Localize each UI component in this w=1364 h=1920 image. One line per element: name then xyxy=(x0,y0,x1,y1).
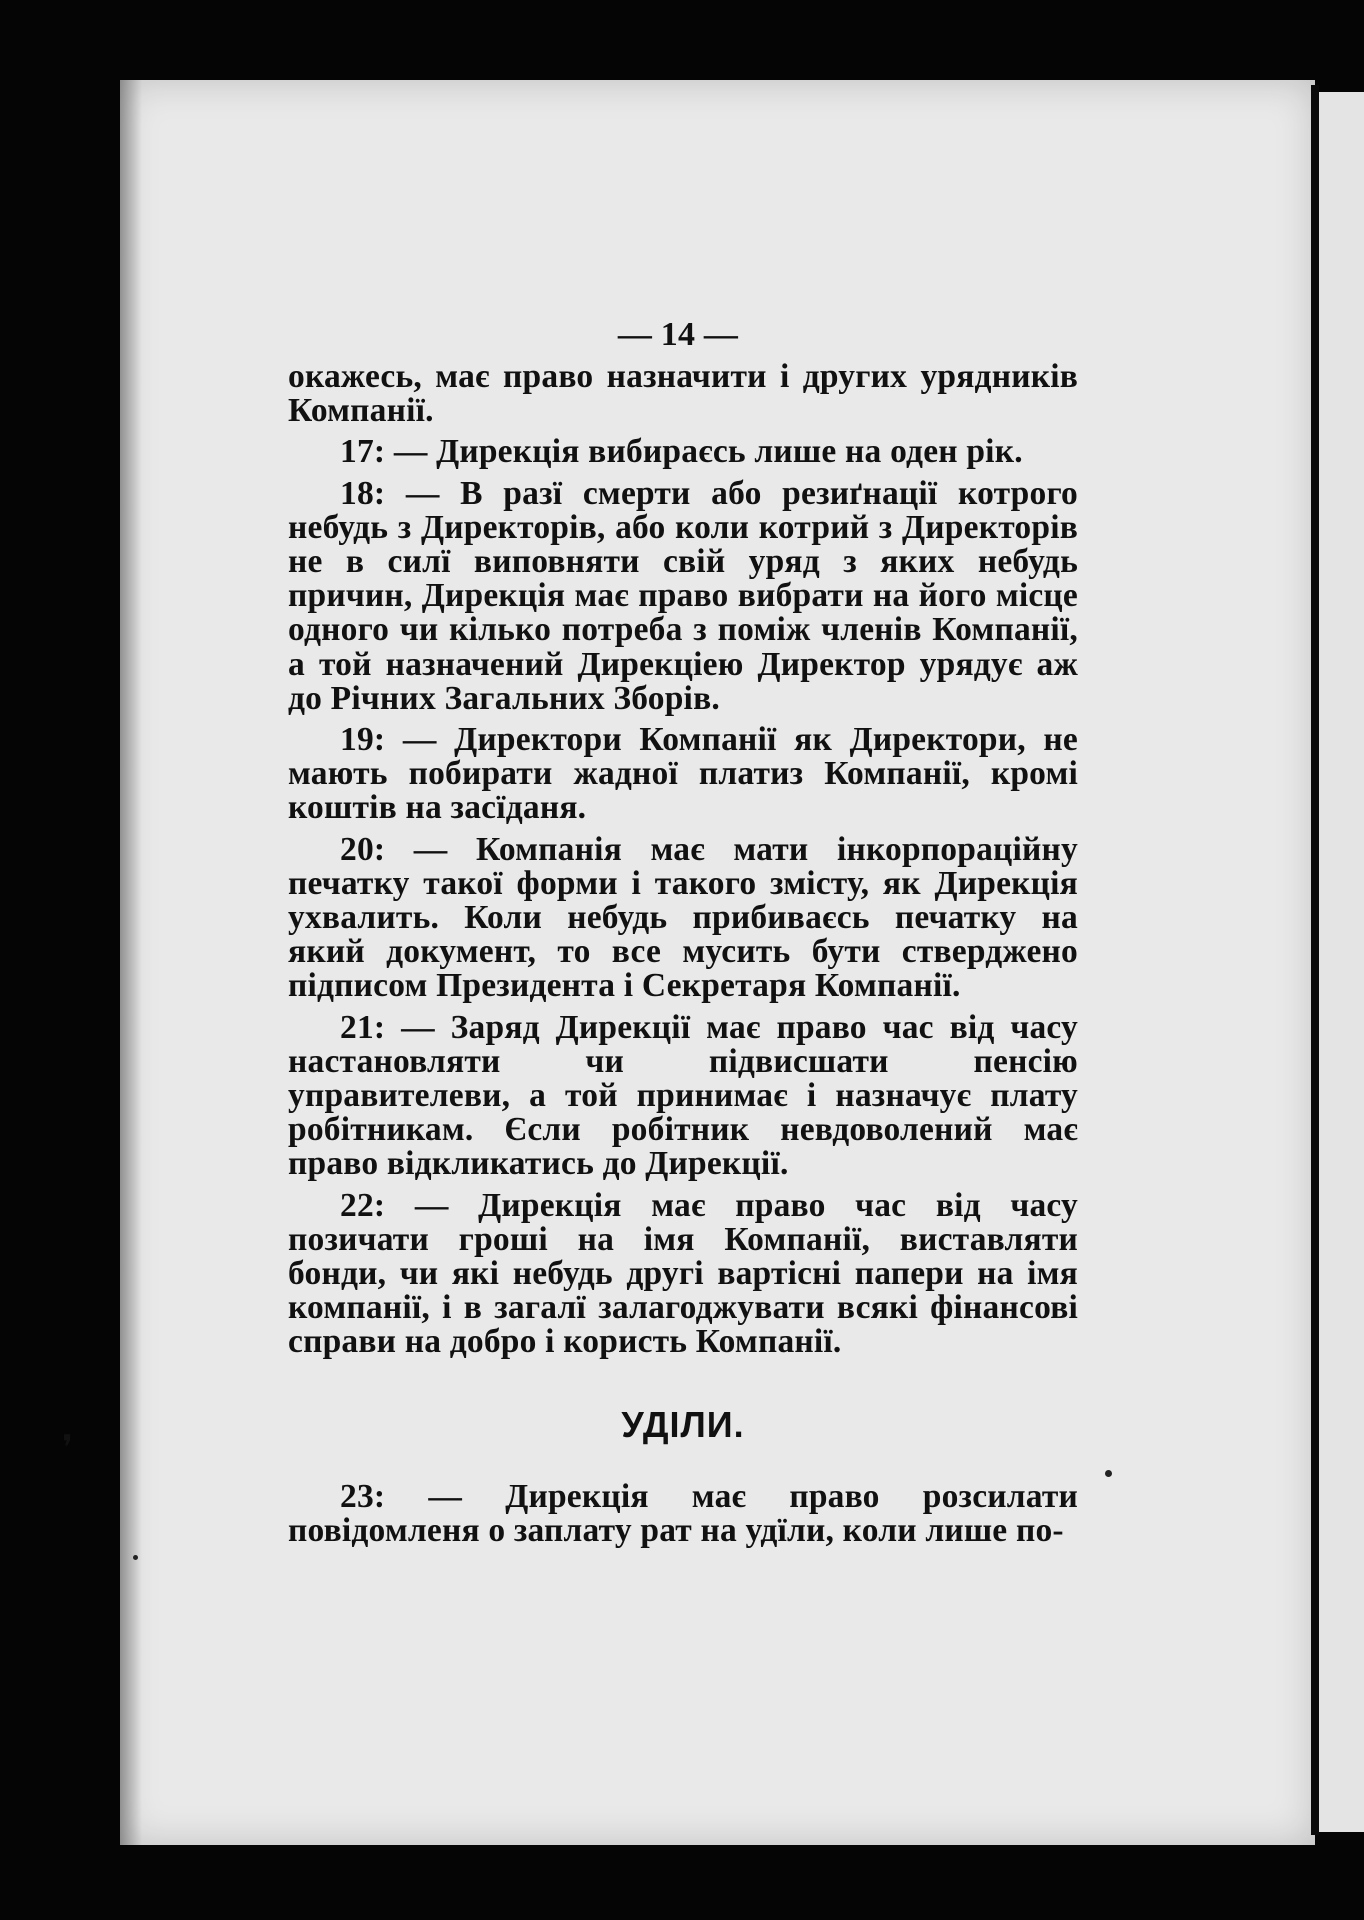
page-text xyxy=(288,318,1078,1555)
section-heading: УДІЛИ. xyxy=(621,1403,745,1445)
paragraph-continuation: окажесь, має право назначити і других урядників Компанії. xyxy=(288,358,1078,430)
adjacent-page-edge xyxy=(1319,92,1364,1832)
binding-mark-icon: ❜ xyxy=(62,1430,73,1467)
paragraph-17: 17: — Дирекція вибираєсь лише на оден рік. xyxy=(340,433,1023,471)
paragraph-22: 22: — Дирекція має право час від часу позичати гроші на імя Компанії, виставляти бонди, чи які небудь другі вартісні папери на імя компанії, і в загалї залагоджувати всякі фінансові справи на добро і користь Компанії. xyxy=(288,1186,1078,1361)
page-gutter xyxy=(1311,85,1319,1835)
paragraph-21: 21: — Заряд Дирекції має право час від часу настановляти чи підвисшати пенсію управителеви, а той принимає і назначує плату робітникам. Єсли робітник невдоволений має право відкликатись до Дирекції. xyxy=(288,1008,1078,1183)
paragraph-19: 19: — Директори Компанії як Директори, не мають побирати жадної платиз Компанії, кромі коштів на засїданя. xyxy=(288,721,1078,827)
page-number: — 14 — xyxy=(617,316,739,353)
paragraph-20: 20: — Компанія має мати інкорпораційну печатку такої форми і такого змісту, як Дирекція ухвалить. Коли небудь прибиваєсь печатку на який документ, то все мусить бути стверджено підписом Президента і Секретаря Компанії. xyxy=(288,830,1078,1005)
ink-speck xyxy=(1105,1470,1112,1477)
paragraph-18: 18: — В разї смерти або резиґнації котрого небудь з Директорів, або коли котрий з Директорів не в силї виповняти свій уряд з яких небудь причин, Дирекція має право вибрати на його місце одного чи кілько потреба з поміж членів Компанії, а той назначений Дирекціею Директор урядує аж до Річних Загальних Зборів. xyxy=(288,474,1078,717)
page-shadow-edge xyxy=(120,80,142,1845)
ink-speck xyxy=(133,1555,138,1560)
paragraph-23: 23: — Дирекція має право розсилати повідомленя о заплату рат на удїли, коли лише по- xyxy=(288,1477,1078,1550)
